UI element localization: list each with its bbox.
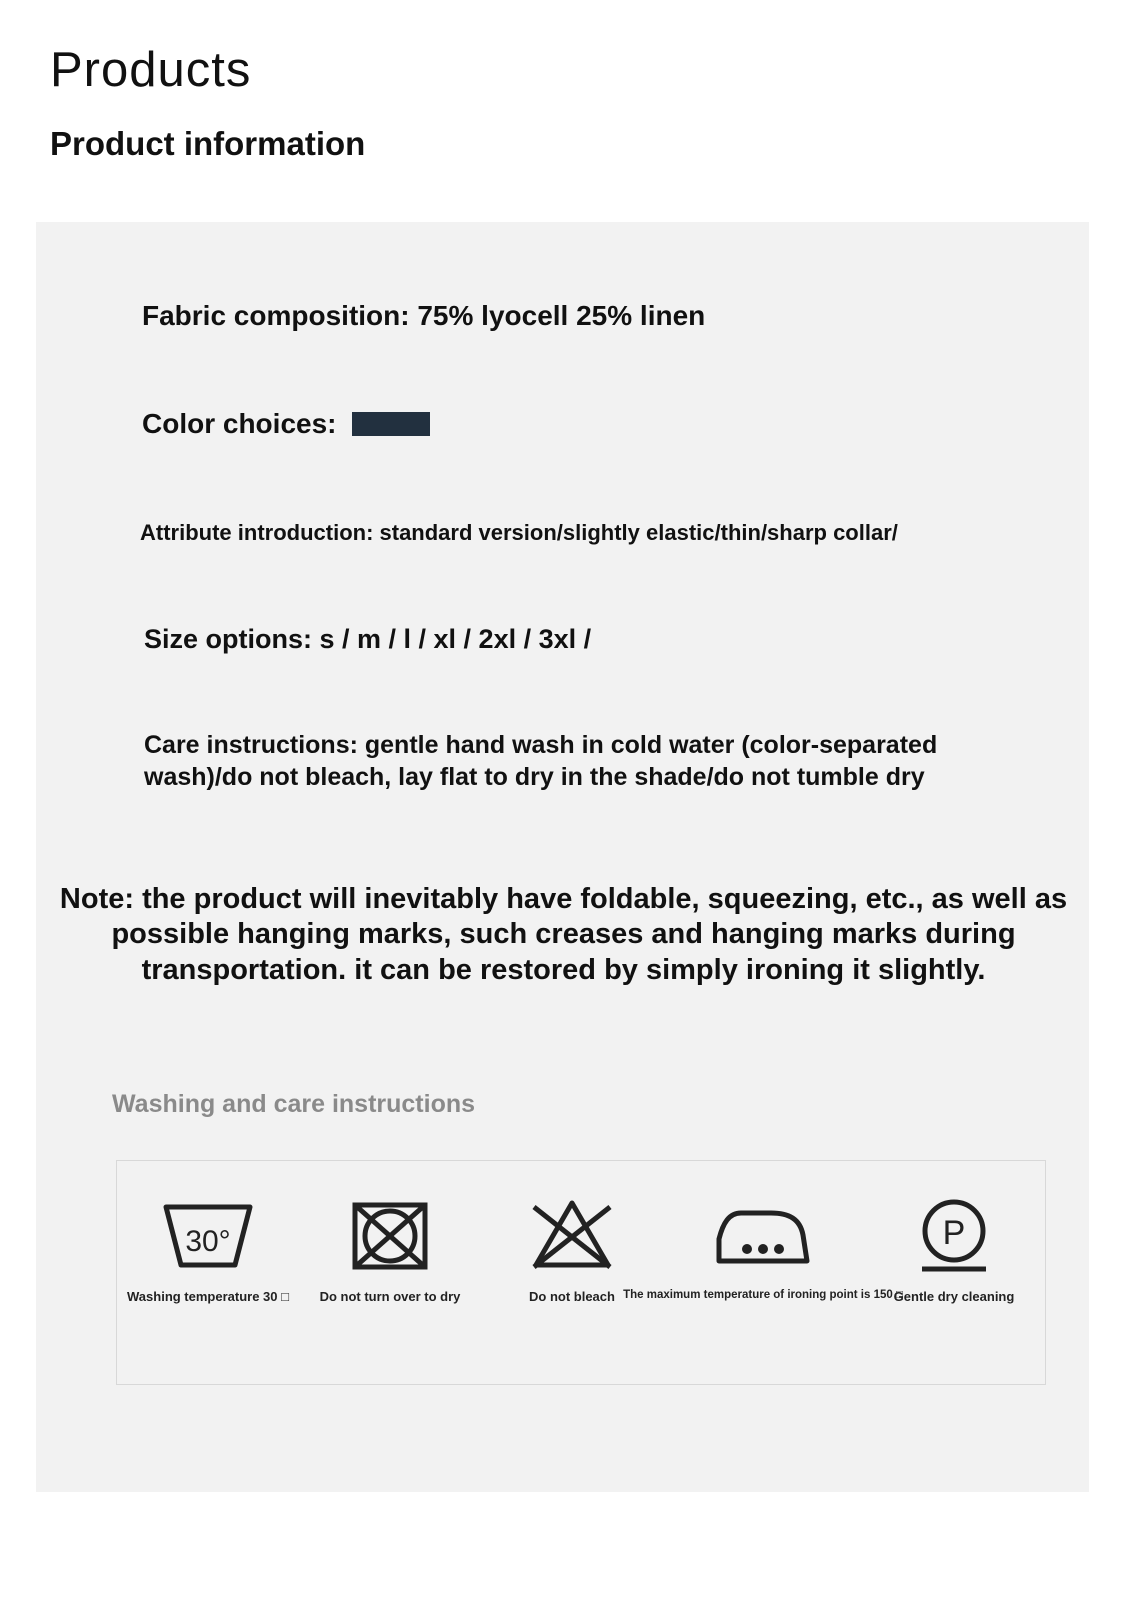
washing-care-heading: Washing and care instructions <box>112 1090 476 1118</box>
fabric-composition: Fabric composition: 75% lyocell 25% linen <box>142 300 706 331</box>
gentle-dry-clean-p-icon <box>902 1191 1006 1275</box>
wash-30-icon <box>156 1191 260 1275</box>
page-title: Products <box>50 43 252 97</box>
washing-symbol-caption: Do not turn over to dry <box>319 1289 461 1304</box>
iron-150-icon <box>705 1191 821 1275</box>
washing-symbol-item <box>299 1191 481 1305</box>
washing-symbol-caption: Do not bleach <box>529 1289 615 1304</box>
washing-symbol-item <box>481 1191 663 1305</box>
washing-symbol-caption: The maximum temperature of ironing point is 150 □ <box>623 1289 903 1301</box>
washing-symbol-caption: Washing temperature 30 □ <box>127 1289 289 1304</box>
color-choices-label: Color choices: <box>142 408 337 439</box>
washing-symbols-list <box>117 1191 1045 1305</box>
care-instructions: Care instructions: gentle hand wash in cold water (color-separated wash)/do not bleach, lay flat to dry in the shade/do not tumble dry <box>144 731 938 791</box>
color-choices-row <box>142 408 430 440</box>
washing-symbol-item <box>117 1191 299 1305</box>
washing-symbol-caption: Gentle dry cleaning <box>893 1289 1015 1304</box>
attribute-introduction: Attribute introduction: standard version/slightly elastic/thin/sharp collar/ <box>140 520 898 545</box>
washing-symbol-item <box>623 1191 903 1303</box>
page-subtitle: Product information <box>50 125 366 162</box>
no-tumble-dry-icon <box>338 1191 442 1275</box>
size-options: Size options: s / m / l / xl / 2xl / 3xl / <box>144 624 592 654</box>
product-info-panel <box>36 222 1089 1492</box>
washing-symbols-box <box>116 1160 1046 1385</box>
do-not-bleach-icon <box>520 1191 624 1275</box>
color-swatch[interactable] <box>352 412 430 436</box>
svg-text:P: P <box>942 1214 966 1252</box>
washing-symbol-item <box>863 1191 1045 1305</box>
svg-text:30°: 30° <box>185 1225 231 1258</box>
product-note: Note: the product will inevitably have foldable, squeezing, etc., as well as possible hanging marks, such creases and hanging marks during transportation. it can be restored by simply ironing it slightly. <box>59 883 1068 986</box>
